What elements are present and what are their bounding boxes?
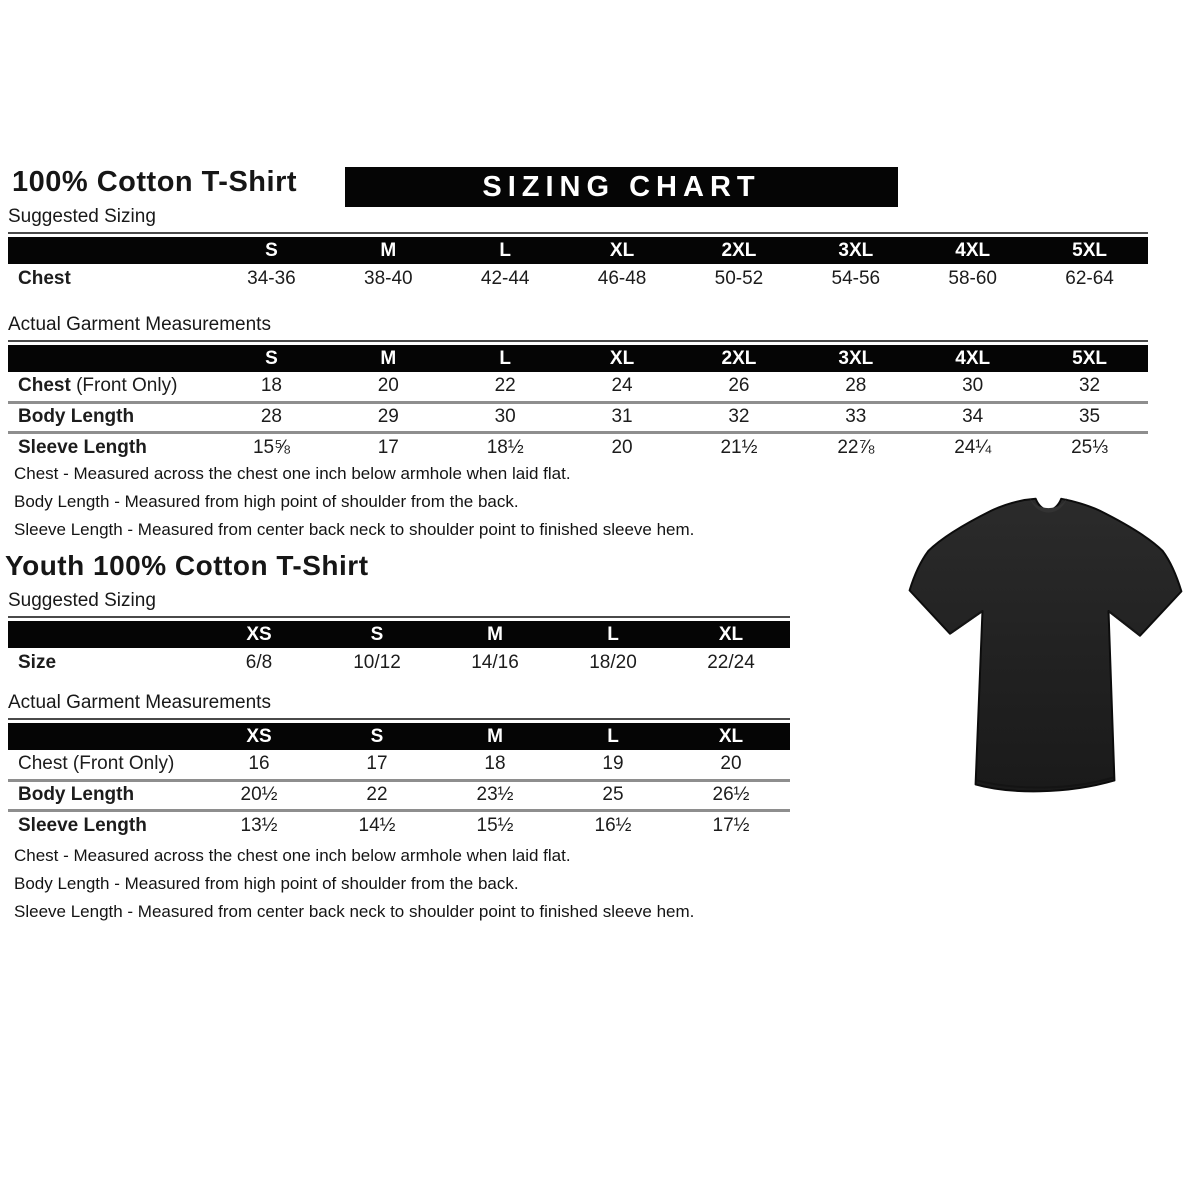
cell-value: 17	[366, 753, 388, 775]
cell-value: 25⅓	[1031, 432, 1148, 462]
column-header: 2XL	[681, 237, 798, 264]
cell-value: 58-60	[948, 268, 997, 289]
cell-value: 20	[377, 375, 399, 397]
note-body-length: Body Length - Measured from high point of shoulder from the back.	[14, 492, 519, 511]
cell-value: 62-64	[1065, 268, 1114, 289]
cell-value: 20	[720, 753, 742, 775]
cell-value: 30	[447, 402, 564, 432]
youth-suggested-sizing-section	[8, 590, 790, 678]
column-header: L	[554, 723, 672, 750]
table-row-sleeve-length	[8, 432, 1148, 462]
row-label: Size	[18, 652, 57, 673]
column-header: XS	[200, 723, 318, 750]
cell-value: 38-40	[364, 268, 413, 289]
column-header: M	[436, 621, 554, 648]
column-header: 3XL	[797, 237, 914, 264]
corner-cell	[8, 621, 200, 648]
cell-value: 46-48	[597, 268, 647, 289]
cell-value: 14½	[318, 810, 436, 840]
note-sleeve-length: Sleeve Length - Measured from center back neck to shoulder point to finished sleeve hem.	[14, 520, 695, 539]
cell-value: 32	[681, 402, 798, 432]
cell-value: 14/16	[471, 652, 519, 673]
note-sleeve-length: Sleeve Length - Measured from center back neck to shoulder point to finished sleeve hem.	[14, 902, 695, 921]
youth-actual-measurements-label: Actual Garment Measurements	[8, 692, 790, 720]
column-header: L	[554, 621, 672, 648]
cell-value: 18	[260, 375, 282, 397]
black-tshirt-image	[893, 485, 1198, 810]
youth-section-heading: Youth 100% Cotton T-Shirt	[5, 550, 369, 581]
cell-value: 54-56	[831, 268, 881, 289]
corner-cell	[8, 237, 213, 264]
row-label: Body Length	[8, 402, 213, 432]
adult-section-heading: 100% Cotton T-Shirt	[12, 166, 298, 198]
cell-value: 24	[611, 375, 633, 397]
table-row-body-length	[8, 402, 1148, 432]
column-header: L	[447, 237, 564, 264]
cell-value: 18/20	[589, 652, 637, 673]
cell-value: 13½	[200, 810, 318, 840]
column-header: 4XL	[914, 237, 1031, 264]
youth-actual-measurements-table	[8, 723, 790, 840]
cell-value: 23½	[436, 780, 554, 810]
cell-value: 25	[554, 780, 672, 810]
column-header: 5XL	[1031, 237, 1148, 264]
column-header: XL	[564, 345, 681, 372]
cell-value: 26½	[672, 780, 790, 810]
column-header: M	[330, 237, 447, 264]
column-header: 5XL	[1031, 345, 1148, 372]
adult-actual-measurements-section	[8, 314, 1148, 462]
table-row	[8, 264, 1148, 294]
adult-suggested-sizing-section	[8, 206, 1148, 294]
youth-suggested-sizing-label: Suggested Sizing	[8, 590, 790, 618]
cell-value: 50-52	[714, 268, 764, 289]
cell-value: 17	[330, 432, 447, 462]
adult-actual-measurements-table	[8, 345, 1148, 462]
cell-value: 29	[330, 402, 447, 432]
adult-measurement-notes	[14, 460, 694, 544]
table-row-chest	[8, 372, 1148, 402]
column-header: S	[318, 621, 436, 648]
cell-value: 34-36	[247, 268, 296, 289]
cell-value: 22⅞	[797, 432, 914, 462]
cell-value: 15⅝	[213, 432, 330, 462]
row-label: Chest (Front Only)	[18, 753, 175, 775]
cell-value: 26	[728, 375, 750, 397]
cell-value: 6/8	[245, 652, 273, 673]
table-row-body-length	[8, 780, 790, 810]
cell-value: 22/24	[707, 652, 755, 673]
cell-value: 30	[962, 375, 984, 397]
column-header: M	[436, 723, 554, 750]
table-header-row	[8, 723, 790, 750]
column-header: M	[330, 345, 447, 372]
cell-value: 10/12	[353, 652, 401, 673]
column-header: XL	[672, 621, 790, 648]
youth-measurement-notes	[14, 842, 694, 926]
column-header: 3XL	[797, 345, 914, 372]
table-row-chest	[8, 750, 790, 780]
column-header: S	[213, 345, 330, 372]
cell-value: 18	[484, 753, 506, 775]
cell-value: 33	[797, 402, 914, 432]
corner-cell	[8, 345, 213, 372]
cell-value: 16½	[554, 810, 672, 840]
note-chest: Chest - Measured across the chest one inch below armhole when laid flat.	[14, 846, 571, 865]
row-label: Sleeve Length	[8, 810, 200, 840]
column-header: 4XL	[914, 345, 1031, 372]
cell-value: 20	[564, 432, 681, 462]
column-header: S	[318, 723, 436, 750]
cell-value: 34	[914, 402, 1031, 432]
column-header: XS	[200, 621, 318, 648]
cell-value: 16	[248, 753, 270, 775]
table-row-sleeve-length	[8, 810, 790, 840]
table-header-row	[8, 621, 790, 648]
cell-value: 28	[213, 402, 330, 432]
cell-value: 17½	[672, 810, 790, 840]
cell-value: 42-44	[480, 268, 530, 289]
cell-value: 32	[1078, 375, 1101, 397]
cell-value: 35	[1031, 402, 1148, 432]
cell-value: 21½	[681, 432, 798, 462]
adult-suggested-sizing-table	[8, 237, 1148, 294]
row-label: Sleeve Length	[8, 432, 213, 462]
tshirt-graphic	[893, 485, 1198, 810]
cell-value: 18½	[447, 432, 564, 462]
sizing-chart-banner-text: SIZING CHART	[482, 170, 761, 203]
row-label: Body Length	[8, 780, 200, 810]
column-header: S	[213, 237, 330, 264]
row-label: Chest (Front Only)	[18, 375, 178, 397]
note-chest: Chest - Measured across the chest one inch below armhole when laid flat.	[14, 464, 571, 483]
column-header: L	[447, 345, 564, 372]
column-header: 2XL	[681, 345, 798, 372]
cell-value: 20½	[200, 780, 318, 810]
cell-value: 22	[494, 375, 516, 397]
note-body-length: Body Length - Measured from high point of shoulder from the back.	[14, 874, 519, 893]
youth-suggested-sizing-table	[8, 621, 790, 678]
cell-value: 31	[564, 402, 681, 432]
column-header: XL	[564, 237, 681, 264]
cell-value: 19	[602, 753, 624, 775]
table-row	[8, 648, 790, 678]
table-header-row	[8, 345, 1148, 372]
row-label: Chest	[18, 268, 71, 289]
adult-actual-measurements-label: Actual Garment Measurements	[8, 314, 1148, 342]
cell-value: 15½	[436, 810, 554, 840]
youth-actual-measurements-section	[8, 692, 790, 840]
corner-cell	[8, 723, 200, 750]
sizing-chart-banner	[345, 167, 898, 207]
column-header: XL	[672, 723, 790, 750]
cell-value: 28	[845, 375, 867, 397]
cell-value: 24¼	[914, 432, 1031, 462]
adult-suggested-sizing-label: Suggested Sizing	[8, 206, 1148, 234]
cell-value: 22	[318, 780, 436, 810]
table-header-row	[8, 237, 1148, 264]
